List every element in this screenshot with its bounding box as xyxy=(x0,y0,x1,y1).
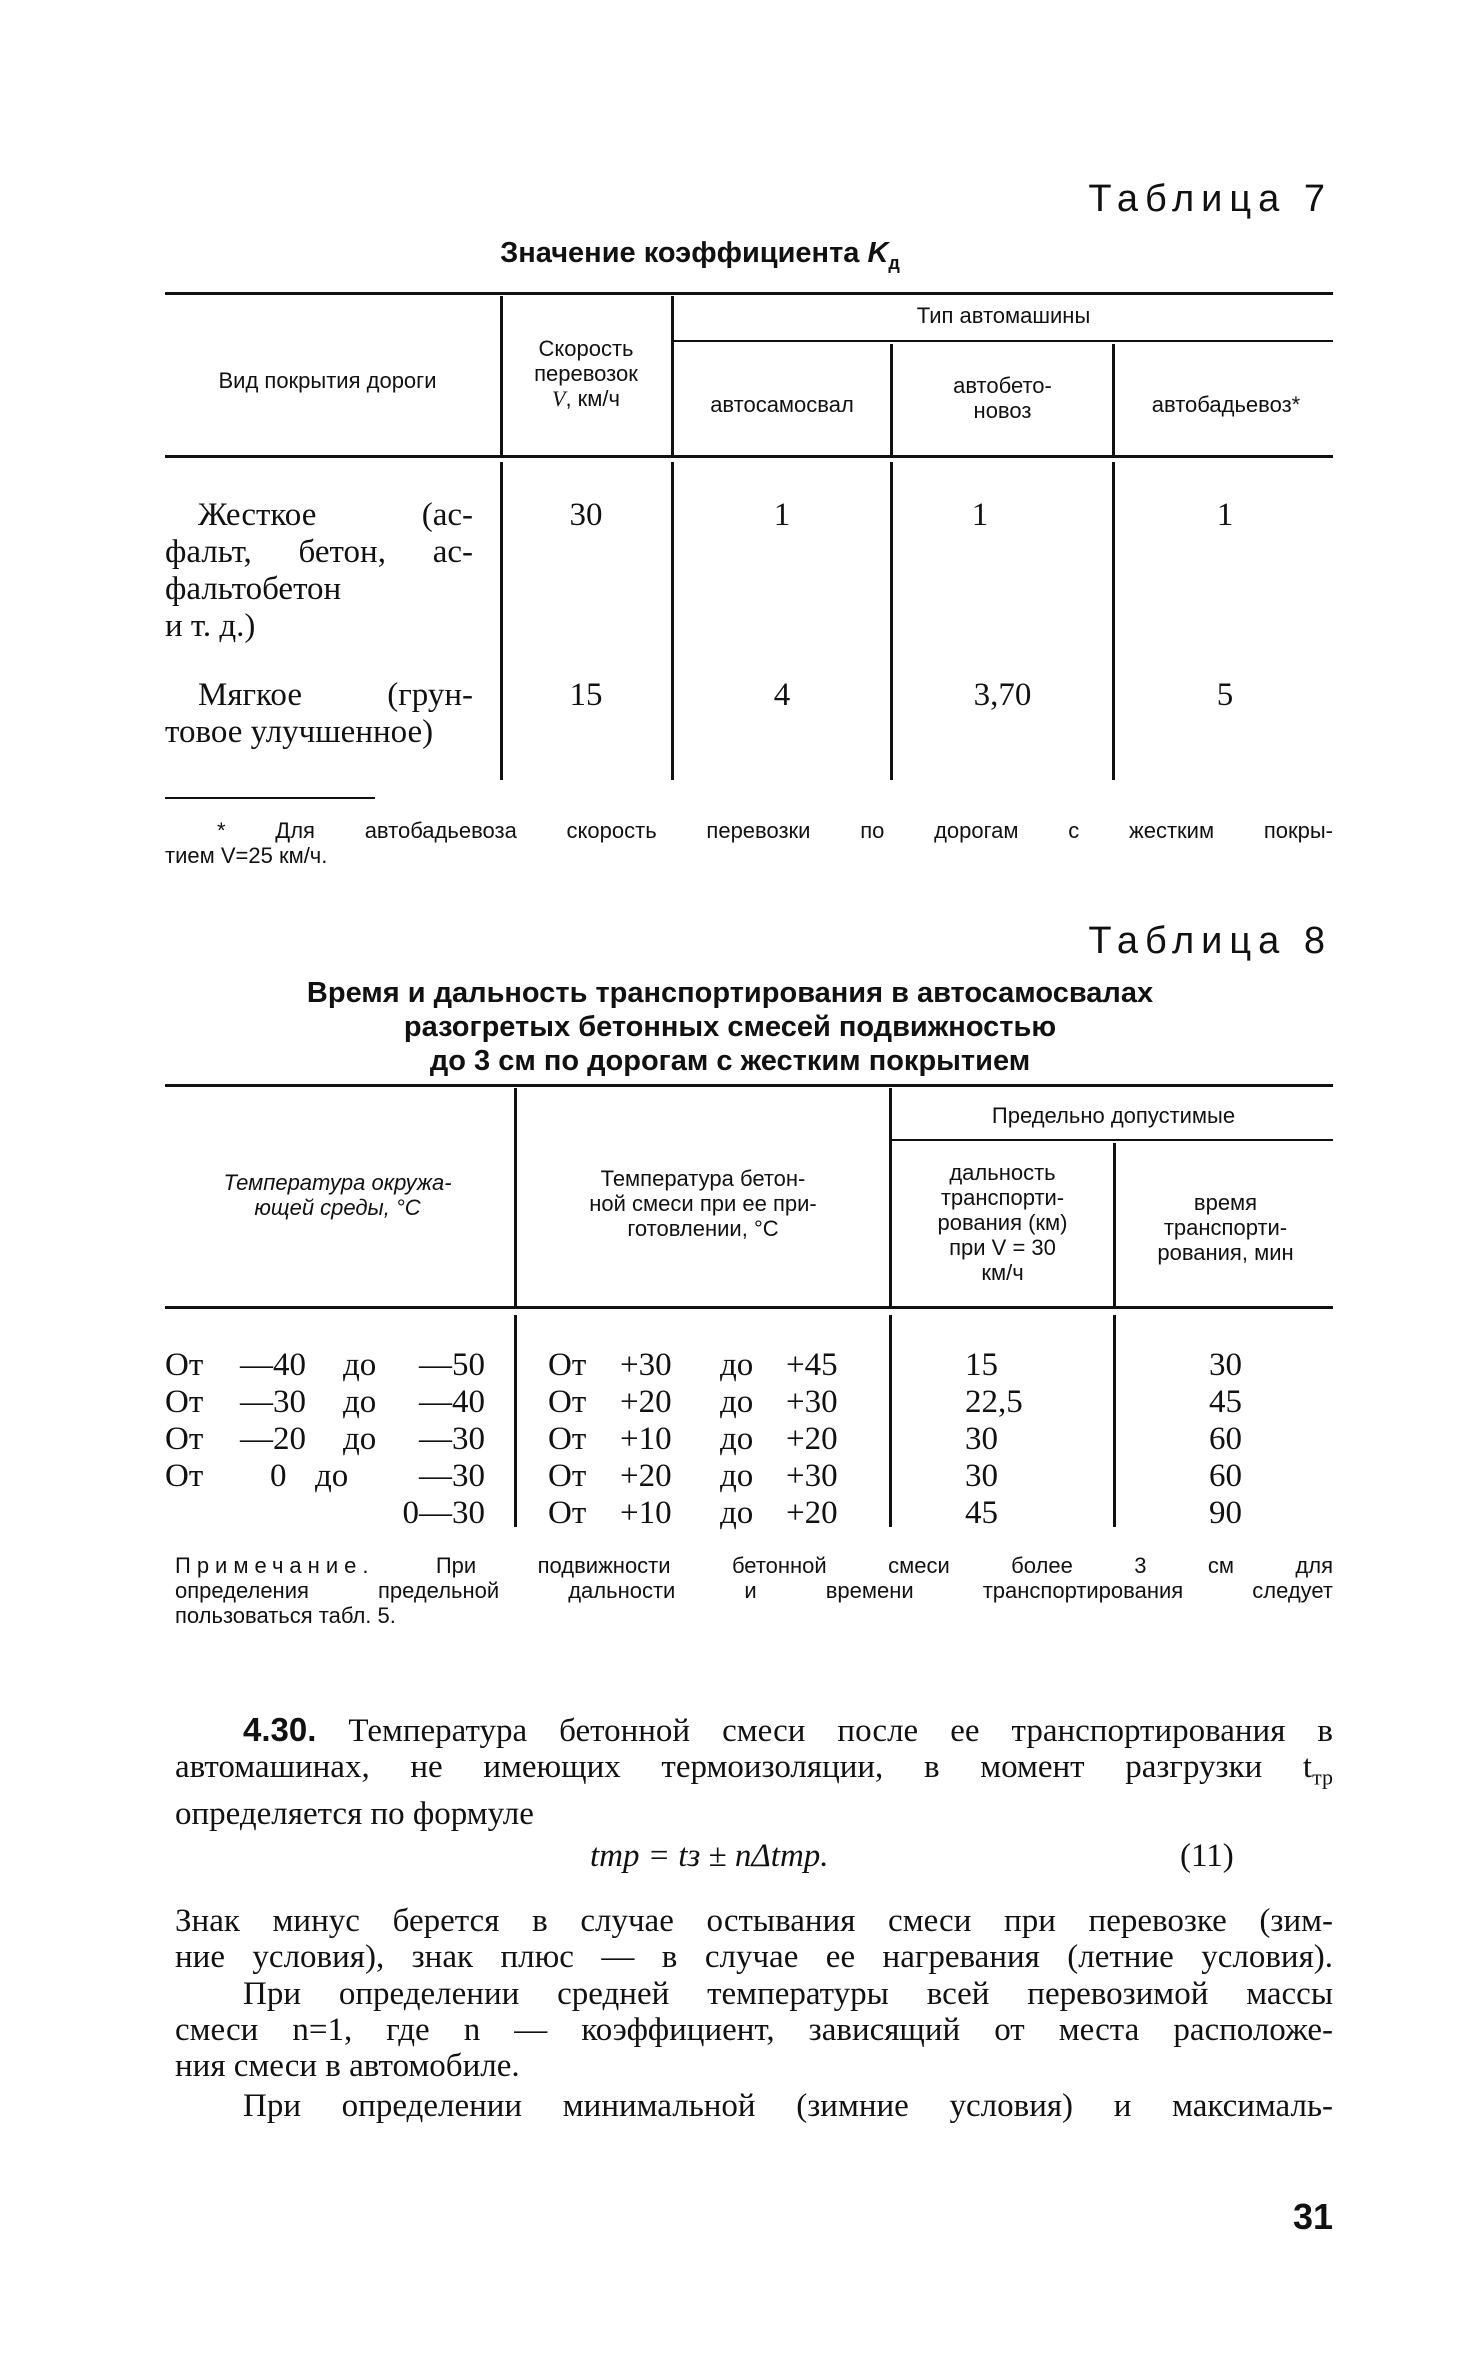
table-row xyxy=(548,1421,878,1458)
table8-r3-ambient-v2: —30 xyxy=(419,1421,485,1457)
table7-row2-mixer: 3,70 xyxy=(973,677,1032,713)
paragraph-sign-l1: Знак минус берется в случае остывания смеси при перевозке (зим- xyxy=(175,1903,1333,1939)
table8-note-label: Примечание. xyxy=(175,1553,375,1578)
table7-row2-road-l1: Мягкое (грун- xyxy=(198,677,473,713)
paragraph-average-l2: смеси n=1, где n — коэффициент, зависящий от места расположе- xyxy=(175,2012,1333,2048)
paragraph-minmax xyxy=(175,2088,1333,2124)
paragraph-4-30-l1 xyxy=(175,1712,1333,1749)
table8-header-distance-l3: рования (км) xyxy=(937,1210,1068,1235)
table8-mix-column xyxy=(548,1347,878,1532)
table7-header-mixer xyxy=(895,373,1110,423)
table8-vline-1b xyxy=(514,1315,517,1527)
paragraph-sign-l2: ние условия), знак плюс — в случае ее нагревания (летние условия). xyxy=(175,1939,1333,1975)
table8-r4-ambient-to: до xyxy=(315,1458,349,1494)
table7-row2-road xyxy=(165,677,473,751)
table8-r1-mix-from: От xyxy=(548,1347,587,1383)
table8-vline-1h xyxy=(514,1088,517,1306)
table-row xyxy=(165,1384,505,1421)
table7-row1-road-l3: фальтобетон xyxy=(165,571,342,607)
table8-r5-distance: 45 xyxy=(965,1495,998,1531)
table8-r4-mix-v1: +20 xyxy=(620,1458,672,1494)
table7-header-mixer-l2: новоз xyxy=(973,398,1032,423)
table7-title-sub: д xyxy=(888,252,900,273)
table8-time-column xyxy=(1118,1347,1333,1532)
formula: tтр = tз ± nΔtтр. xyxy=(590,1838,829,1874)
table7-group-rule xyxy=(674,340,1333,342)
table7-vline-1h xyxy=(500,296,503,456)
table8-r2-mix-to: до xyxy=(720,1384,754,1420)
table8-vline-2h xyxy=(889,1088,892,1306)
table8-r3-distance: 30 xyxy=(965,1421,998,1457)
table8-r5-mix-from: От xyxy=(548,1495,587,1531)
table8-r4-ambient-from: От xyxy=(165,1458,204,1494)
table8-r4-ambient-v2: —30 xyxy=(419,1458,485,1494)
table8-distance-column xyxy=(965,1347,1105,1532)
table-row xyxy=(548,1458,878,1495)
table7-footnote-rule xyxy=(165,797,375,799)
table8-r4-mix-from: От xyxy=(548,1458,587,1494)
table8-r5-mix-v2: +20 xyxy=(786,1495,838,1531)
table7-label: Таблица 7 xyxy=(1088,178,1332,220)
paragraph-4-30-l3: определяется по формуле xyxy=(175,1795,534,1832)
table8-group-rule xyxy=(892,1139,1333,1141)
table8-r1-ambient-v2: —50 xyxy=(419,1347,485,1383)
table8-r4-mix-v2: +30 xyxy=(786,1458,838,1494)
table8-note-l1-text: При подвижности бетонной смеси более 3 см для xyxy=(374,1553,1333,1578)
table8-r5-time: 90 xyxy=(1209,1495,1242,1531)
formula-number: (11) xyxy=(1180,1838,1234,1874)
table8-note-l1 xyxy=(175,1553,1333,1578)
table8-r2-ambient-v2: —40 xyxy=(419,1384,485,1420)
table8-header-mix-temp-l3: готовлении, °C xyxy=(627,1216,779,1241)
paragraph-4-30 xyxy=(175,1712,1333,1832)
table8-header-ambient-l2: ющей среды, °C xyxy=(254,1195,421,1220)
table8-header-time-l1: время xyxy=(1193,1190,1258,1215)
table8-r3-ambient-v1: —20 xyxy=(240,1421,306,1457)
table7-header-speed-l1: Скорость xyxy=(538,336,634,361)
paragraph-sign xyxy=(175,1903,1333,1975)
table-row xyxy=(165,1458,505,1495)
table8-r3-mix-from: От xyxy=(548,1421,587,1457)
table8-r3-mix-to: до xyxy=(720,1421,754,1457)
table7-vline-2b xyxy=(671,462,674,780)
table8-note xyxy=(175,1553,1333,1628)
table8-r5-mix-to: до xyxy=(720,1495,754,1531)
table8-r2-time: 45 xyxy=(1209,1384,1242,1420)
table7-row1-speed: 30 xyxy=(569,497,603,533)
table8-r1-ambient-from: От xyxy=(165,1347,204,1383)
table7-row2-tub: 5 xyxy=(1216,677,1234,713)
table8-header-mix-temp xyxy=(520,1166,886,1241)
table7-vline-3b xyxy=(890,462,893,780)
table7-header-speed xyxy=(505,336,667,411)
table8-r3-mix-v2: +20 xyxy=(786,1421,838,1457)
paragraph-average-l3: ния смеси в автомобиле. xyxy=(175,2048,520,2084)
table-row xyxy=(548,1495,878,1532)
table8-r2-ambient-v1: —30 xyxy=(240,1384,306,1420)
table8-title-l3: до 3 см по дорогам с жестким покрытием xyxy=(429,1045,1031,1077)
table8-note-l2: определения предельной дальности и времени транспортирования следует xyxy=(175,1578,1333,1603)
table7-header-mixer-l1: автобето- xyxy=(953,373,1052,398)
paragraph-number: 4.30. xyxy=(243,1711,317,1748)
table7-header-rule xyxy=(165,455,1333,458)
table8-header-limits: Предельно допустимые xyxy=(991,1103,1236,1128)
table7-vline-1b xyxy=(500,462,503,780)
table8-label: Таблица 8 xyxy=(1088,920,1332,962)
table7-row1-tub: 1 xyxy=(1216,497,1234,533)
table8-r2-ambient-from: От xyxy=(165,1384,204,1420)
table8-r2-mix-v1: +20 xyxy=(620,1384,672,1420)
table8-r1-ambient-v1: —40 xyxy=(240,1347,306,1383)
table8-vline-3h xyxy=(1113,1143,1116,1306)
table8-r3-mix-v1: +10 xyxy=(620,1421,672,1457)
table7-row1-road-l4: и т. д.) xyxy=(165,608,256,644)
table7-top-rule xyxy=(165,292,1333,295)
table8-r1-distance: 15 xyxy=(965,1347,998,1383)
table7-title xyxy=(400,236,1000,280)
table7-row2-speed: 15 xyxy=(569,677,603,713)
page-number: 31 xyxy=(1292,2196,1333,2237)
table8-r1-mix-to: до xyxy=(720,1347,754,1383)
paragraph-average xyxy=(175,1976,1333,2084)
table8-header-distance-l5: км/ч xyxy=(981,1260,1024,1285)
table7-header-speed-v: V xyxy=(551,386,566,411)
table8-r2-distance: 22,5 xyxy=(965,1384,1023,1420)
table7-header-speed-unit: , км/ч xyxy=(565,386,620,411)
table8-title-l1: Время и дальность транспортирования в автосамосвалах xyxy=(306,977,1154,1009)
table8-vline-3b xyxy=(1113,1315,1116,1527)
table8-r4-ambient-v1: 0 xyxy=(270,1458,287,1494)
table8-header-ambient-l1: Температура окружа- xyxy=(223,1170,452,1195)
table8-header-rule xyxy=(165,1306,1333,1309)
table8-r3-time: 60 xyxy=(1209,1421,1242,1457)
table8-header-distance-l1: дальность xyxy=(949,1160,1056,1185)
table8-r1-time: 30 xyxy=(1209,1347,1242,1383)
table7-vline-4b xyxy=(1112,462,1115,780)
table-row xyxy=(165,1347,505,1384)
paragraph-minmax-l1: При определении минимальной (зимние условия) и максималь- xyxy=(243,2088,1333,2124)
table8-title xyxy=(200,976,1260,1078)
table7-footnote-l1: * Для автобадьевоза скорость перевозки по дорогам с жестким покры- xyxy=(217,818,1333,843)
paragraph-4-30-l1-text: Температура бетонной смеси после ее транспортирования в xyxy=(316,1713,1333,1749)
table8-r4-mix-to: до xyxy=(720,1458,754,1494)
table8-vline-2b xyxy=(889,1315,892,1527)
table-row xyxy=(548,1347,878,1384)
table8-header-time xyxy=(1118,1190,1333,1265)
table8-header-time-l3: рования, мин xyxy=(1157,1240,1294,1265)
table7-title-text: Значение коэффициента xyxy=(500,237,868,269)
table8-r4-distance: 30 xyxy=(965,1458,998,1494)
table7-vline-3h xyxy=(890,344,893,456)
table8-r5-ambient-range: 0—30 xyxy=(402,1495,485,1531)
table7-header-vehicle-type: Тип автомашины xyxy=(916,303,1091,328)
table8-r2-mix-v2: +30 xyxy=(786,1384,838,1420)
table8-header-distance-l4: при V = 30 xyxy=(949,1235,1056,1260)
table8-top-rule xyxy=(165,1084,1333,1087)
table7-row1-mixer: 1 xyxy=(971,497,989,533)
table7-row2-dump: 4 xyxy=(773,677,791,713)
table7-header-road: Вид покрытия дороги xyxy=(218,368,437,393)
table8-header-mix-temp-l1: Температура бетон- xyxy=(600,1166,806,1191)
table8-r3-ambient-from: От xyxy=(165,1421,204,1457)
table-row xyxy=(548,1384,878,1421)
table8-header-ambient xyxy=(165,1170,510,1220)
table8-r1-mix-v2: +45 xyxy=(786,1347,838,1383)
table8-r3-ambient-to: до xyxy=(343,1421,377,1457)
table8-note-l3: пользоваться табл. 5. xyxy=(175,1603,396,1628)
table7-title-symbol: K xyxy=(867,237,889,269)
table7-header-speed-l2: перевозок xyxy=(534,361,638,386)
paragraph-average-l1: При определении средней температуры всей перевозимой массы xyxy=(243,1976,1333,2012)
table7-header-tub: автобадьевоз* xyxy=(1151,392,1301,417)
table7-footnote xyxy=(165,818,1333,868)
table7-row1-road-l1: Жесткое (ас- xyxy=(198,497,473,533)
table8-header-mix-temp-l2: ной смеси при ее при- xyxy=(589,1191,817,1216)
table8-r4-time: 60 xyxy=(1209,1458,1242,1494)
paragraph-4-30-l2-sub: тр xyxy=(1312,1764,1333,1790)
table7-row1-dump: 1 xyxy=(773,497,791,533)
table7-footnote-l2: тием V=25 км/ч. xyxy=(165,843,328,868)
table8-r1-mix-v1: +30 xyxy=(620,1347,672,1383)
table7-vline-2h xyxy=(671,296,674,456)
table7-header-dump: автосамосвал xyxy=(710,392,854,417)
table8-header-distance xyxy=(894,1160,1111,1285)
table8-r2-mix-from: От xyxy=(548,1384,587,1420)
table-row xyxy=(165,1421,505,1458)
paragraph-4-30-l2-text: автомашинах, не имеющих термоизоляции, в момент разгрузки t xyxy=(175,1749,1313,1785)
table-row xyxy=(165,1495,505,1532)
table7-vline-4h xyxy=(1112,344,1115,456)
table8-r2-ambient-to: до xyxy=(343,1384,377,1420)
paragraph-4-30-l2 xyxy=(175,1749,1333,1796)
table8-header-time-l2: транспорти- xyxy=(1163,1215,1288,1240)
table8-r1-ambient-to: до xyxy=(343,1347,377,1383)
table8-title-l2: разогретых бетонных смесей подвижностью xyxy=(403,1011,1057,1043)
table7-row1-road xyxy=(165,497,473,645)
table8-r5-mix-v1: +10 xyxy=(620,1495,672,1531)
table8-ambient-column xyxy=(165,1347,505,1532)
table8-header-distance-l2: транспорти- xyxy=(940,1185,1065,1210)
table7-row1-road-l2: фальт, бетон, ас- xyxy=(165,534,473,570)
table7-row2-road-l2: товое улучшенное) xyxy=(165,714,434,750)
